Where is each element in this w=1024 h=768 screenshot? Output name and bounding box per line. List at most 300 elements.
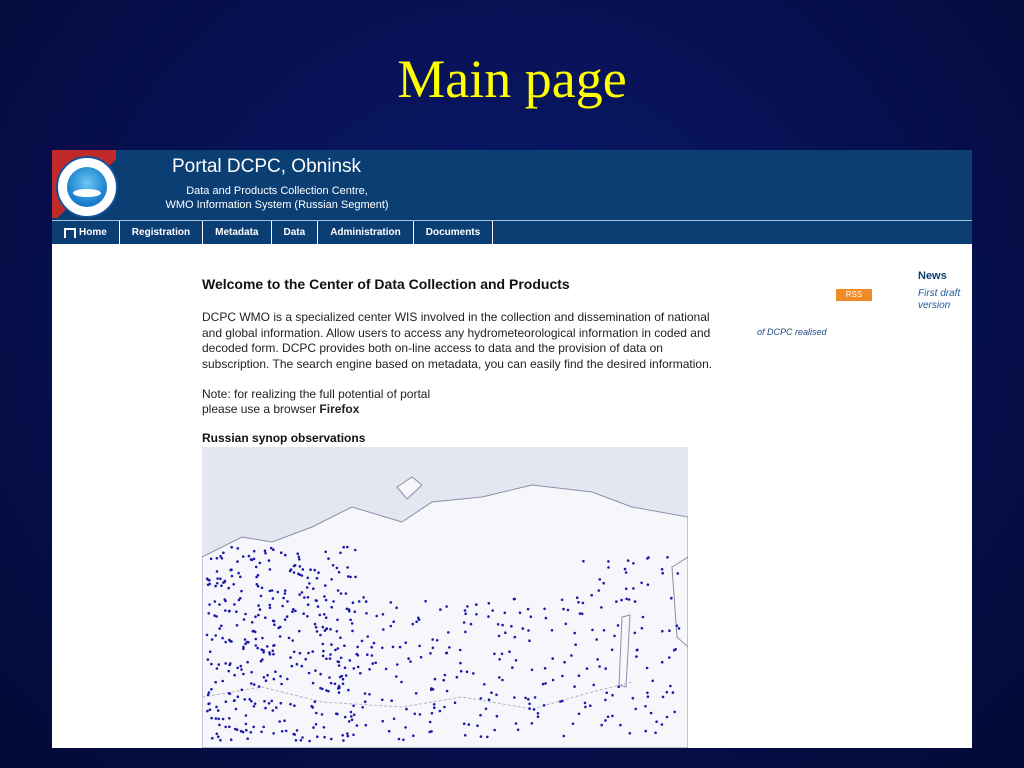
station-dot [629,732,632,735]
station-dot [243,698,246,701]
station-dot [280,683,283,686]
station-dot [647,556,650,559]
station-dot [302,568,305,571]
station-dot [299,565,302,568]
station-dot [617,624,620,627]
station-dot [537,712,540,715]
station-dot [272,732,275,735]
station-dot [325,628,328,631]
station-dot [272,709,275,712]
station-dot [404,641,407,644]
station-dot [211,638,214,641]
station-dot [272,650,275,653]
station-dot [315,723,318,726]
station-dot [510,625,513,628]
station-dot [392,620,395,623]
station-dot [504,631,507,634]
station-dot [488,602,491,605]
station-dot [242,555,245,558]
station-dot [224,641,227,644]
station-dot [214,600,217,603]
station-dot [280,702,283,705]
station-dot [412,623,415,626]
rss-button[interactable]: RSS [836,289,872,301]
station-dot [255,566,258,569]
station-dot [301,591,304,594]
station-dot [283,719,286,722]
station-dot [361,640,364,643]
station-dot [317,571,320,574]
station-dot [260,648,263,651]
station-dot [250,671,253,674]
station-dot [248,555,251,558]
nav-documents[interactable]: Documents [414,221,493,244]
station-dot [366,653,369,656]
station-dot [382,628,385,631]
station-dot [342,678,345,681]
station-dot [417,617,420,620]
station-dot [279,626,282,629]
station-dot [604,719,607,722]
station-dot [350,711,353,714]
station-dot [524,697,527,700]
nav-administration[interactable]: Administration [318,221,414,244]
station-dot [436,639,439,642]
station-dot [298,558,301,561]
station-dot [346,546,349,549]
station-dot [273,678,276,681]
station-dot [269,590,272,593]
station-dot [342,546,345,549]
station-dot [323,726,326,729]
station-dot [407,657,410,660]
station-dot [269,568,272,571]
station-dot [208,603,211,606]
station-dot [237,547,240,550]
station-dot [294,610,297,613]
station-dot [527,629,530,632]
station-dot [213,614,216,617]
station-dot [293,565,296,568]
station-dot [420,656,423,659]
station-dot [350,715,353,718]
station-dot [222,552,225,555]
station-dot [395,607,398,610]
station-dot [341,734,344,737]
station-dot [314,623,317,626]
station-dot [272,548,275,551]
station-dot [676,625,679,628]
station-dot [286,678,289,681]
roshydromet-logo-icon[interactable] [52,150,116,218]
station-dot [297,573,300,576]
station-dot [286,615,289,618]
station-dot [217,718,220,721]
station-dot [284,589,287,592]
station-dot [456,676,459,679]
station-dot [617,686,620,689]
station-dot [340,657,343,660]
station-dot [269,604,272,607]
station-dot [322,650,325,653]
station-dot [381,699,384,702]
station-dot [632,562,635,565]
station-dot [338,571,341,574]
station-dot [214,681,217,684]
station-dot [335,712,338,715]
station-dot [246,641,249,644]
nav-data[interactable]: Data [272,221,319,244]
station-dot [270,700,273,703]
station-dot [370,646,373,649]
station-dot [515,659,518,662]
station-dot [224,600,227,603]
station-dot [365,724,368,727]
station-dot [368,668,371,671]
station-dot [330,578,333,581]
portal-header [52,150,972,221]
station-dot [434,678,437,681]
station-dot [269,606,272,609]
station-dot [543,704,546,707]
station-dot [635,655,638,658]
main-nav [52,221,972,244]
station-dot [227,670,230,673]
station-dot [371,654,374,657]
station-dot [284,592,287,595]
station-dot [256,647,259,650]
station-dot [319,634,322,637]
station-dot [296,729,299,732]
station-dot [275,706,278,709]
station-dot [445,652,448,655]
station-dot [368,693,371,696]
station-dot [312,706,315,709]
news-item-link[interactable]: First draft version [918,288,961,311]
station-dot [402,739,405,742]
station-dot [591,629,594,632]
station-dot [266,645,269,648]
station-dot [257,574,260,577]
station-dot [573,632,576,635]
station-dot [208,691,211,694]
station-dot [216,667,219,670]
station-dot [561,599,564,602]
station-dot [257,614,260,617]
station-dot [607,560,610,563]
synop-map-svg [202,447,688,748]
station-dot [604,699,607,702]
station-dot [459,662,462,665]
station-dot [356,724,359,727]
station-dot [309,568,312,571]
station-dot [210,717,213,720]
station-dot [644,705,647,708]
station-dot [433,703,436,706]
station-dot [351,719,354,722]
station-dot [445,605,448,608]
station-dot [292,608,295,611]
station-dot [316,630,319,633]
station-dot [319,614,322,617]
station-dot [495,694,498,697]
station-dot [228,639,231,642]
station-dot [334,683,337,686]
station-dot [319,673,322,676]
station-dot [251,621,254,624]
station-dot [446,690,449,693]
station-dot [264,707,267,710]
station-dot [215,706,218,709]
station-dot [344,716,347,719]
nav-home-label: Home [79,227,107,238]
station-dot [463,723,466,726]
station-dot [254,631,257,634]
station-dot [424,600,427,603]
station-dot [253,683,256,686]
station-dot [464,609,467,612]
station-dot [228,725,231,728]
station-dot [337,589,340,592]
station-dot [661,568,664,571]
station-dot [579,612,582,615]
station-dot [217,735,220,738]
station-dot [291,665,294,668]
station-dot [289,656,292,659]
station-dot [644,730,647,733]
station-dot [293,651,296,654]
station-dot [353,714,356,717]
station-dot [330,643,333,646]
station-dot [323,595,326,598]
station-dot [209,650,212,653]
station-dot [237,572,240,575]
station-dot [220,625,223,628]
station-dot [315,712,318,715]
synop-map[interactable] [202,447,688,748]
news-item-continued[interactable]: of DCPC realised [757,327,827,337]
station-dot [647,695,650,698]
station-dot [225,700,228,703]
station-dot [252,726,255,729]
station-dot [620,599,623,602]
station-dot [259,562,262,565]
station-dot [339,676,342,679]
station-dot [345,674,348,677]
station-dot [284,618,287,621]
station-dot [263,700,266,703]
station-dot [528,703,531,706]
station-dot [475,603,478,606]
station-dot [517,729,520,732]
welcome-heading: Welcome to the Center of Data Collection and Products [202,276,570,292]
station-dot [260,731,263,734]
station-dot [218,627,221,630]
station-dot [670,597,673,600]
station-dot [393,718,396,721]
station-dot [498,635,501,638]
nav-home[interactable] [52,221,120,244]
station-dot [412,734,415,737]
station-dot [513,598,516,601]
station-dot [299,652,302,655]
station-dot [475,613,478,616]
station-dot [661,630,664,633]
station-dot [336,567,339,570]
station-dot [357,654,360,657]
station-dot [398,738,401,741]
station-dot [357,666,360,669]
station-dot [302,612,305,615]
station-dot [347,735,350,738]
station-dot [317,605,320,608]
station-dot [480,735,483,738]
station-dot [534,696,537,699]
station-dot [480,697,483,700]
station-dot [306,615,309,618]
station-dot [460,670,463,673]
station-dot [233,699,236,702]
station-dot [272,597,275,600]
station-dot [544,667,547,670]
station-dot [221,637,224,640]
station-dot [230,738,233,741]
station-dot [274,670,277,673]
station-dot [349,576,352,579]
station-dot [625,598,628,601]
station-dot [235,610,238,613]
station-dot [429,652,432,655]
station-dot [270,547,273,550]
station-dot [433,706,436,709]
station-dot [419,713,422,716]
station-dot [236,667,239,670]
station-dot [217,709,220,712]
station-dot [641,627,644,630]
station-dot [459,649,462,652]
station-dot [216,570,219,573]
station-dot [364,692,367,695]
station-dot [581,613,584,616]
station-dot [514,636,517,639]
station-dot [307,577,310,580]
station-dot [338,664,341,667]
station-dot [237,695,240,698]
station-dot [272,653,275,656]
station-dot [347,575,350,578]
news-label: News [918,270,947,282]
station-dot [265,679,268,682]
station-dot [255,638,258,641]
station-dot [466,670,469,673]
station-dot [307,603,310,606]
station-dot [246,661,249,664]
station-dot [323,736,326,739]
station-dot [490,691,493,694]
portal-screenshot [52,150,972,748]
station-dot [519,611,522,614]
station-dot [654,732,657,735]
station-dot [501,624,504,627]
station-dot [236,624,239,627]
station-dot [677,572,680,575]
station-dot [605,692,608,695]
station-dot [365,612,368,615]
station-dot [261,658,264,661]
station-dot [250,682,253,685]
station-dot [493,729,496,732]
station-dot [218,724,221,727]
station-dot [230,568,233,571]
station-dot [375,615,378,618]
nav-registration[interactable]: Registration [120,221,203,244]
station-dot [651,680,654,683]
browser-name: Firefox [319,402,360,416]
station-dot [263,676,266,679]
synop-title: Russian synop observations [202,431,366,445]
station-dot [268,702,271,705]
station-dot [542,683,545,686]
station-dot [563,735,566,738]
station-dot [655,720,658,723]
station-dot [268,651,271,654]
station-dot [298,593,301,596]
station-dot [343,644,346,647]
station-dot [242,673,245,676]
station-dot [243,618,246,621]
station-dot [228,664,231,667]
station-dot [632,587,635,590]
station-dot [250,731,253,734]
station-dot [332,600,335,603]
station-dot [307,652,310,655]
station-dot [332,564,335,567]
station-dot [598,589,601,592]
station-dot [291,639,294,642]
station-dot [600,606,603,609]
station-dot [218,663,221,666]
station-dot [409,660,412,663]
station-dot [262,726,265,729]
station-dot [673,649,676,652]
station-dot [528,639,531,642]
nav-metadata[interactable]: Metadata [203,221,271,244]
station-dot [414,713,417,716]
station-dot [246,737,249,740]
station-dot [240,730,243,733]
station-dot [218,603,221,606]
station-dot [241,689,244,692]
station-dot [210,663,213,666]
station-dot [286,600,289,603]
station-dot [319,687,322,690]
station-dot [312,587,315,590]
station-dot [220,584,223,587]
station-dot [266,674,269,677]
station-dot [496,715,499,718]
station-dot [573,685,576,688]
portal-subtitle-line2: WMO Information System (Russian Segment) [165,199,389,211]
station-dot [277,591,280,594]
station-dot [303,596,306,599]
station-dot [340,592,343,595]
station-dot [390,601,393,604]
station-dot [312,726,315,729]
station-dot [253,705,256,708]
station-dot [396,663,399,666]
station-dot [307,596,310,599]
station-dot [239,597,242,600]
